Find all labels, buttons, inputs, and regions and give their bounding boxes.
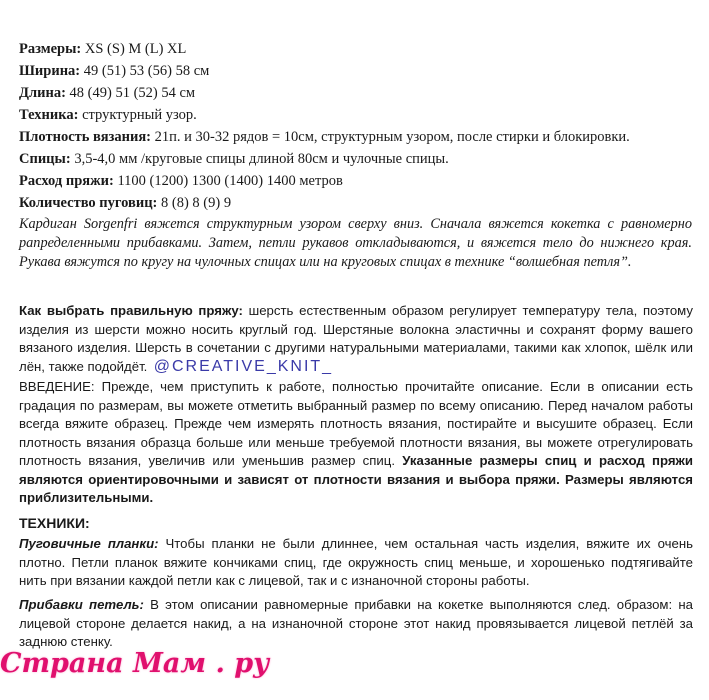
specs-block <box>19 38 699 214</box>
watermark: @CREATIVE_KNIT_ <box>147 357 334 375</box>
yarn-label: Как выбрать правильную пряжу: <box>19 303 243 318</box>
spec-technique: Техника: структурный узор. <box>19 107 197 123</box>
spec-sizes: Размеры: XS (S) M (L) XL <box>19 41 187 57</box>
introduction-paragraph: ВВЕДЕНИЕ: Прежде, чем приступить к работе, полностью прочитайте описание. Если в описании есть градация по размерам, вы можете отметить выбранный размер по всему описанию. Перед началом работы всегда вяжите образец. Прежде чем измерять плотность вязания, постирайте и высушите образец. Если плотность вязания образца больше или меньше требуемой плотности вязания, вы можете отрегулировать плотность вязания, увеличив или уменьшив размер спиц. Указанные размеры спиц и расход пряжи являются ориентировочными и зависят от плотности вязания и выбора пряжи. Размеры являются приблизительными. <box>19 379 693 505</box>
spec-width: Ширина: 49 (51) 53 (56) 58 см <box>19 63 210 79</box>
spec-yarn-amount: Расход пряжи: 1100 (1200) 1300 (1400) 1400 метров <box>19 173 343 189</box>
spec-length: Длина: 48 (49) 51 (52) 54 см <box>19 85 196 101</box>
yarn-paragraph: Как выбрать правильную пряжу: шерсть естественным образом регулирует температуру тела, поэтому изделия из шерсти можно носить круглый год. Шерстяные волокна эластичны и сохранят форму вашего вязаного изделия. Шерсть в сочетании с другими натуральными материалами, такими как хлопок, шёлк или лён, также подойдёт. @CREATIVE_KNIT_ <box>19 303 693 375</box>
spec-buttons: Количество пуговиц: 8 (8) 8 (9) 9 <box>19 195 232 211</box>
spec-gauge: Плотность вязания: 21п. и 30-32 рядов = 10см, структурным узором, после стирки и блокировки. <box>19 129 630 145</box>
button-bands-paragraph: Пуговичные планки: Чтобы планки не были длиннее, чем остальная часть изделия, вяжите их очень плотно. Петли планок вяжите кончиками спиц, где окружность спиц меньше, и хорошенько подтягивайте нить при вязании каждой петли как с лицевой, так и с изнаночной стороны работы. <box>19 536 694 588</box>
button-bands-label: Пуговичные планки: <box>19 536 159 551</box>
introduction-bold: Указанные размеры спиц и расход пряжи являются ориентировочными и зависят от плотности вязания и выбора пряжи. Размеры являются приблизительными. <box>19 453 693 505</box>
increases-paragraph: Прибавки петель: В этом описании равномерные прибавки на кокетке выполняются след. образом: на лицевой стороне делается накид, а на изнаночной стороне этот накид провязывается лицевой петлёй за заднюю стенку. <box>19 597 693 649</box>
increases-label: Прибавки петель: <box>19 597 144 612</box>
intro-paragraph: Кардиган Sorgenfri вяжется структурным узором сверху вниз. Сначала вяжется кокетка с равномерно рапределенными прибавками. Затем, петли рукавов откладываются, и вяжется тело до нижнего края. Рукава вяжутся по кругу на чулочных спицах или на круговых спицах в технике “волшебная петля”. <box>19 216 692 270</box>
spec-needles: Спицы: 3,5-4,0 мм /круговые спицы длиной 80см и чулочные спицы. <box>19 151 449 167</box>
site-logo: Страна Мам . ру <box>0 648 270 679</box>
techniques-heading: ТЕХНИКИ: <box>19 515 90 531</box>
